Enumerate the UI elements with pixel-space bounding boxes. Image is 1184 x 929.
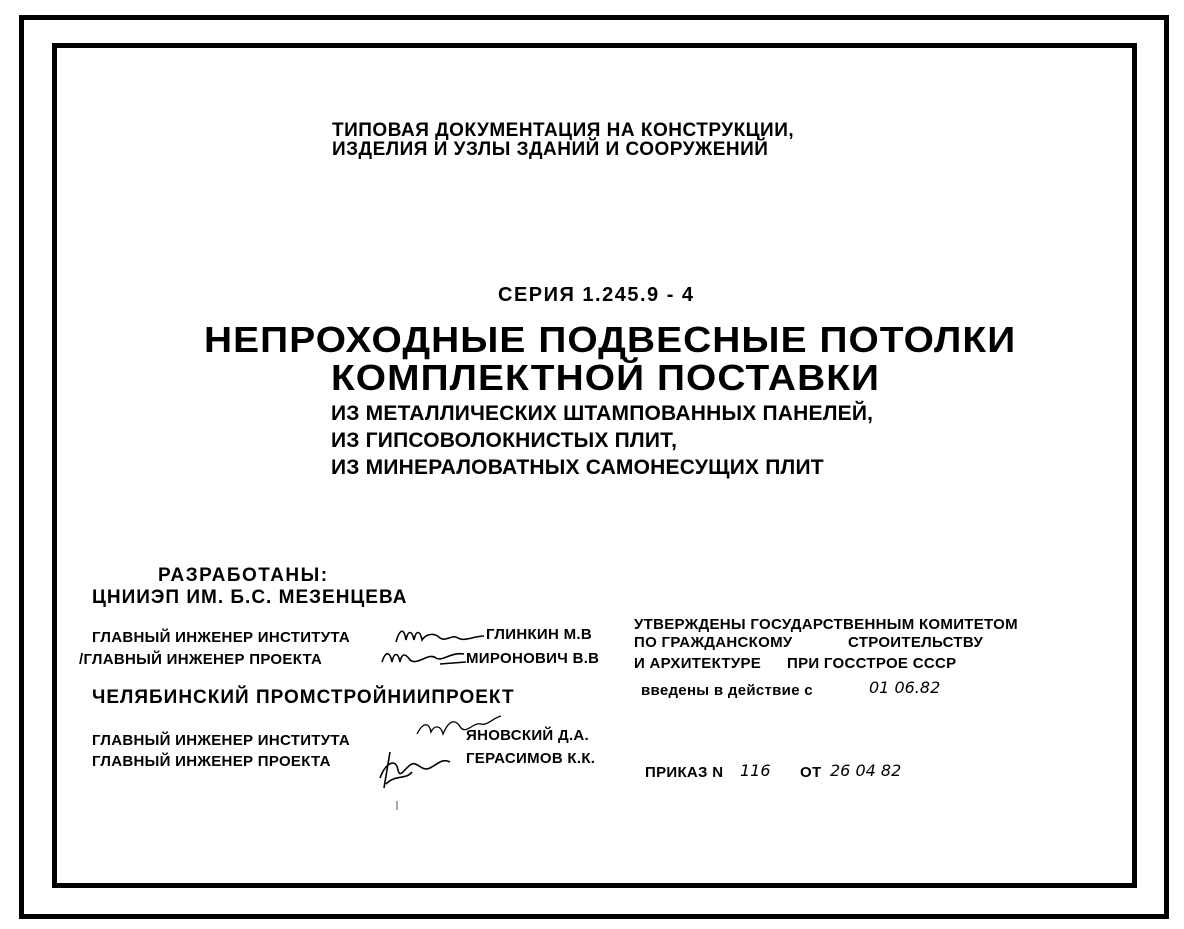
org1-role-2: /ГЛАВНЫЙ ИНЖЕНЕР ПРОЕКТА (79, 651, 323, 668)
org2-role-2: ГЛАВНЫЙ ИНЖЕНЕР ПРОЕКТА (92, 753, 331, 770)
series-number: СЕРИЯ 1.245.9 - 4 (498, 284, 695, 306)
effective-label: введены в действие с (641, 682, 813, 699)
approval-line-3b: ПРИ ГОССТРОЕ СССР (787, 655, 957, 672)
org1-name: ЦНИИЭП ИМ. Б.С. МЕЗЕНЦЕВА (92, 587, 408, 608)
org2-person-2: ГЕРАСИМОВ К.К. (466, 750, 596, 767)
org1-person-2: МИРОНОВИЧ В.В (466, 650, 600, 667)
approval-line-3a: И АРХИТЕКТУРЕ (634, 655, 762, 672)
org2-person-1: ЯНОВСКИЙ Д.А. (466, 727, 590, 744)
stray-mark (395, 800, 399, 812)
title-line-1: НЕПРОХОДНЫЕ ПОДВЕСНЫЕ ПОТОЛКИ (204, 319, 1017, 360)
subtitle-line-1: ИЗ МЕТАЛЛИЧЕСКИХ ШТАМПОВАННЫХ ПАНЕЛЕЙ, (331, 402, 874, 425)
header-line-2: ИЗДЕЛИЯ И УЗЛЫ ЗДАНИЙ И СООРУЖЕНИЙ (332, 139, 769, 160)
org2-role-1: ГЛАВНЫЙ ИНЖЕНЕР ИНСТИТУТА (92, 732, 351, 749)
subtitle-line-2: ИЗ ГИПСОВОЛОКНИСТЫХ ПЛИТ, (331, 429, 678, 452)
approval-line-2a: ПО ГРАЖДАНСКОМУ (634, 634, 793, 651)
approval-line-2b: СТРОИТЕЛЬСТВУ (848, 634, 984, 651)
subtitle-line-3: ИЗ МИНЕРАЛОВАТНЫХ САМОНЕСУЩИХ ПЛИТ (331, 456, 824, 479)
org1-role-1: ГЛАВНЫЙ ИНЖЕНЕР ИНСТИТУТА (92, 629, 351, 646)
title-line-2: КОМПЛЕКТНОЙ ПОСТАВКИ (331, 357, 881, 398)
approval-line-1: УТВЕРЖДЕНЫ ГОСУДАРСТВЕННЫМ КОМИТЕТОМ (634, 616, 1018, 633)
signature-gerasimov (372, 744, 468, 792)
developers-label: РАЗРАБОТАНЫ: (158, 565, 329, 586)
order-from-label: ОТ (800, 764, 822, 781)
order-label: ПРИКАЗ N (645, 764, 724, 781)
signature-yanovsky (415, 712, 505, 742)
org1-role-2-text: ГЛАВНЫЙ ИНЖЕНЕР ПРОЕКТА (83, 651, 323, 668)
order-number: 116 (740, 761, 771, 780)
order-date: 26 04 82 (830, 761, 902, 780)
org1-person-1: ГЛИНКИН М.В (486, 626, 593, 643)
signature-mironovich (380, 646, 468, 668)
header-line-1: ТИПОВАЯ ДОКУМЕНТАЦИЯ НА КОНСТРУКЦИИ, (332, 120, 795, 141)
signature-glinkin (394, 624, 486, 646)
effective-date: 01 06.82 (869, 678, 941, 697)
org2-name: ЧЕЛЯБИНСКИЙ ПРОМСТРОЙНИИПРОЕКТ (92, 687, 515, 708)
